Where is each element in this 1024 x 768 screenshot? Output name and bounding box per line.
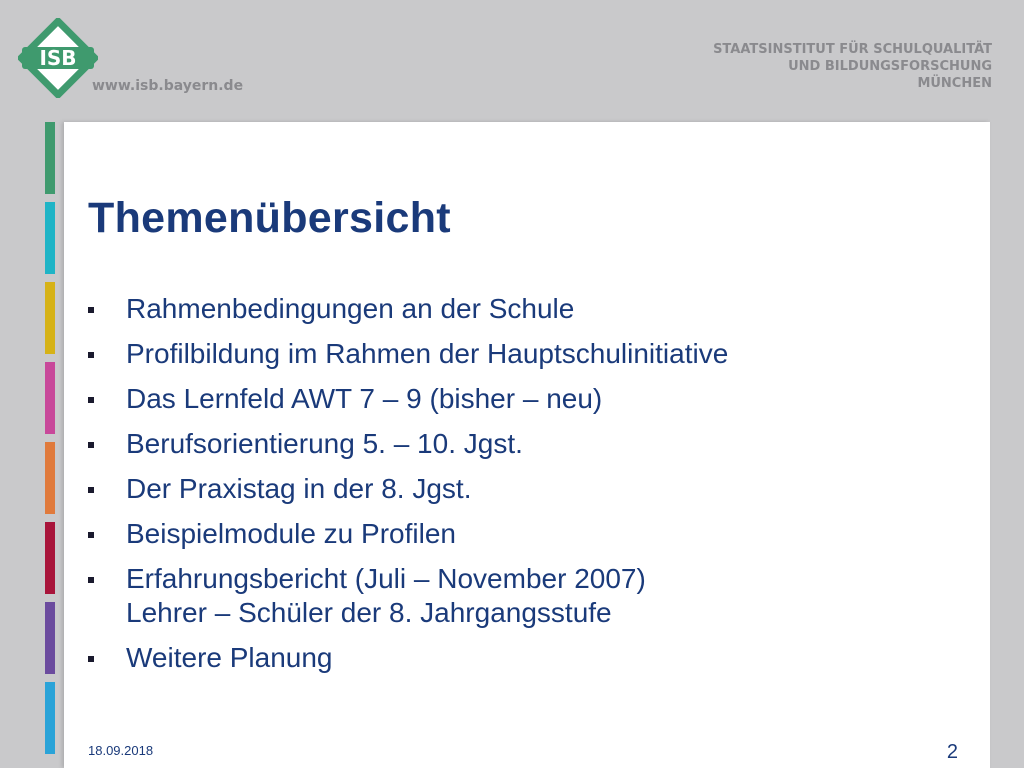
color-stripe <box>45 522 55 594</box>
bullet-text: Rahmenbedingungen an der Schule <box>126 293 575 324</box>
square-bullet-icon <box>88 656 94 662</box>
bullet-item <box>64 517 964 551</box>
bullet-text: Weitere Planung <box>126 642 333 673</box>
square-bullet-icon <box>88 577 94 583</box>
bullet-text: Beispielmodule zu Profilen <box>126 518 456 549</box>
bullet-item <box>64 382 964 416</box>
color-stripe <box>45 602 55 674</box>
color-stripe <box>45 282 55 354</box>
color-stripe <box>45 122 55 194</box>
slide-date: 18.09.2018 <box>88 743 154 758</box>
bullet-text: Lehrer – Schüler der 8. Jahrgangsstufe <box>126 597 612 628</box>
institute-name <box>713 41 992 92</box>
bullet-item <box>64 292 964 326</box>
bullet-text: Der Praxistag in der 8. Jgst. <box>126 473 472 504</box>
institute-line: UND BILDUNGSFORSCHUNG <box>788 59 992 74</box>
isb-logo <box>18 18 98 98</box>
color-stripe <box>45 362 55 434</box>
bullet-item <box>64 472 964 506</box>
site-url[interactable]: www.isb.bayern.de <box>92 78 244 94</box>
bullet-item <box>64 641 964 675</box>
color-stripe <box>45 202 55 274</box>
slide-title: Themenübersicht <box>88 194 451 242</box>
bullet-item <box>64 337 964 371</box>
bullet-list <box>64 292 964 686</box>
color-stripe <box>45 442 55 514</box>
square-bullet-icon <box>88 532 94 538</box>
bullet-text: Berufsorientierung 5. – 10. Jgst. <box>126 428 523 459</box>
institute-line: STAATSINSTITUT FÜR SCHULQUALITÄT <box>713 42 992 57</box>
square-bullet-icon <box>88 487 94 493</box>
square-bullet-icon <box>88 442 94 448</box>
color-stripes <box>45 122 57 762</box>
square-bullet-icon <box>88 397 94 403</box>
bullet-text: Das Lernfeld AWT 7 – 9 (bisher – neu) <box>126 383 603 414</box>
square-bullet-icon <box>88 307 94 313</box>
bullet-text: Profilbildung im Rahmen der Hauptschulinitiative <box>126 338 729 369</box>
page-number: 2 <box>946 741 958 763</box>
bullet-text: Erfahrungsbericht (Juli – November 2007) <box>126 563 646 594</box>
institute-line: MÜNCHEN <box>917 76 992 91</box>
logo-text: ISB <box>39 46 77 70</box>
bullet-item <box>64 427 964 461</box>
color-stripe <box>45 682 55 754</box>
bullet-item <box>64 562 964 630</box>
square-bullet-icon <box>88 352 94 358</box>
slide-content <box>64 122 990 768</box>
header <box>0 0 1024 120</box>
